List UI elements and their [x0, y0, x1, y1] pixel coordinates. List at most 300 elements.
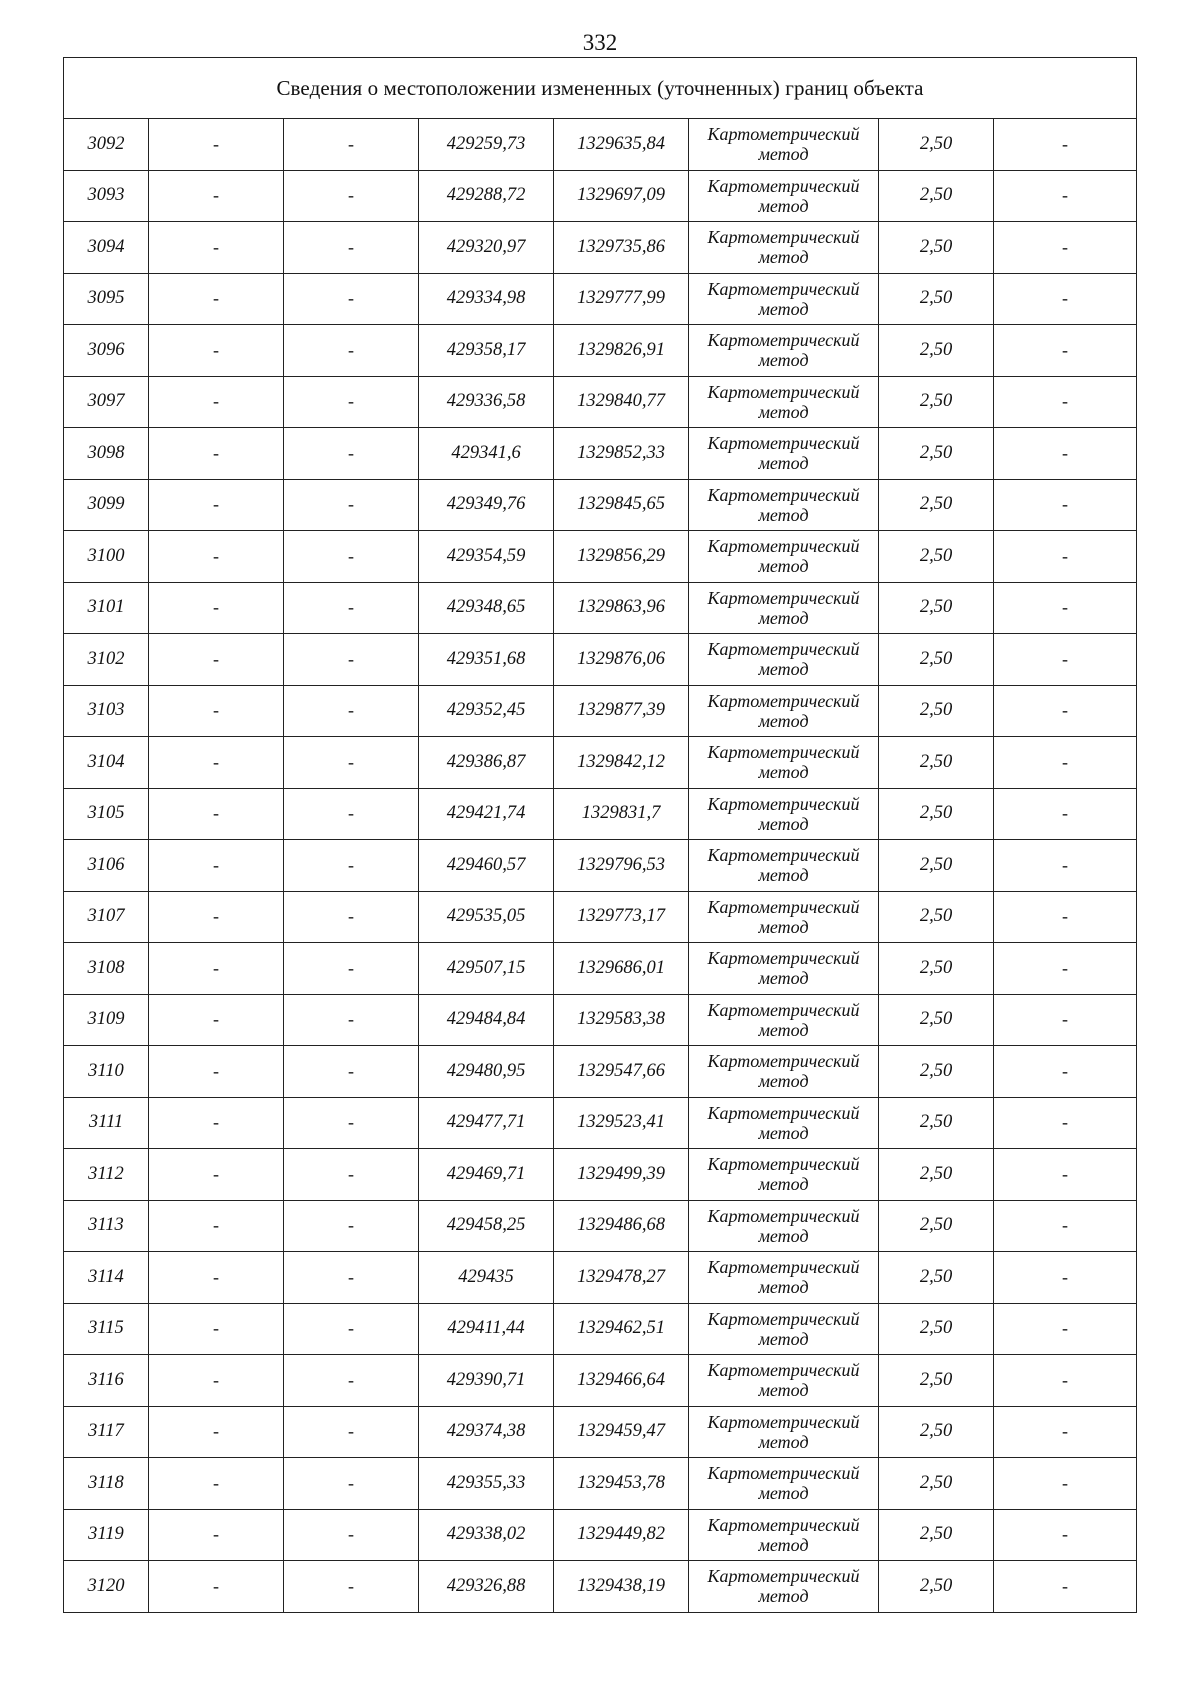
old-y-cell: - — [284, 273, 419, 325]
method-cell — [689, 1458, 879, 1510]
accuracy-cell: 2,50 — [879, 428, 994, 480]
point-number-cell: 3115 — [64, 1303, 149, 1355]
old-y-cell: - — [284, 1355, 419, 1407]
table-row — [64, 1046, 1137, 1098]
old-x-cell: - — [149, 1149, 284, 1201]
description-cell: - — [994, 634, 1137, 686]
accuracy-cell: 2,50 — [879, 1406, 994, 1458]
description-cell: - — [994, 582, 1137, 634]
new-x-cell: 429435 — [419, 1252, 554, 1304]
method-line-1: Картометрический — [707, 433, 860, 454]
point-number-cell: 3106 — [64, 840, 149, 892]
description-cell: - — [994, 325, 1137, 377]
table-row — [64, 1509, 1137, 1561]
point-number-cell: 3102 — [64, 634, 149, 686]
new-x-cell: 429259,73 — [419, 119, 554, 171]
method-line-2: метод — [758, 607, 809, 628]
description-cell: - — [994, 1252, 1137, 1304]
new-y-cell: 1329876,06 — [554, 634, 689, 686]
method-line-2: метод — [758, 556, 809, 577]
table-row — [64, 1303, 1137, 1355]
new-y-cell: 1329466,64 — [554, 1355, 689, 1407]
old-y-cell: - — [284, 1561, 419, 1613]
point-number-cell: 3101 — [64, 582, 149, 634]
new-x-cell: 429458,25 — [419, 1200, 554, 1252]
table-row — [64, 1561, 1137, 1613]
old-x-cell: - — [149, 428, 284, 480]
accuracy-cell: 2,50 — [879, 582, 994, 634]
method-line-1: Картометрический — [707, 1102, 860, 1123]
method-line-1: Картометрический — [707, 1154, 860, 1175]
old-y-cell: - — [284, 428, 419, 480]
method-cell — [689, 325, 879, 377]
old-y-cell: - — [284, 479, 419, 531]
old-x-cell: - — [149, 1509, 284, 1561]
description-cell: - — [994, 1509, 1137, 1561]
old-x-cell: - — [149, 943, 284, 995]
accuracy-cell: 2,50 — [879, 1097, 994, 1149]
description-cell: - — [994, 1458, 1137, 1510]
table-row — [64, 685, 1137, 737]
description-cell: - — [994, 737, 1137, 789]
method-line-2: метод — [758, 762, 809, 783]
new-x-cell: 429341,6 — [419, 428, 554, 480]
new-y-cell: 1329438,19 — [554, 1561, 689, 1613]
point-number-cell: 3109 — [64, 994, 149, 1046]
old-y-cell: - — [284, 119, 419, 171]
old-y-cell: - — [284, 1303, 419, 1355]
old-x-cell: - — [149, 1097, 284, 1149]
new-x-cell: 429349,76 — [419, 479, 554, 531]
table-row — [64, 1252, 1137, 1304]
accuracy-cell: 2,50 — [879, 1200, 994, 1252]
accuracy-cell: 2,50 — [879, 1561, 994, 1613]
accuracy-cell: 2,50 — [879, 634, 994, 686]
old-x-cell: - — [149, 994, 284, 1046]
accuracy-cell: 2,50 — [879, 119, 994, 171]
point-number-cell: 3093 — [64, 170, 149, 222]
table-title: Сведения о местоположении измененных (уточненных) границ объекта — [64, 58, 1137, 119]
point-number-cell: 3105 — [64, 788, 149, 840]
new-x-cell: 429480,95 — [419, 1046, 554, 1098]
table-row — [64, 737, 1137, 789]
new-y-cell: 1329777,99 — [554, 273, 689, 325]
old-x-cell: - — [149, 376, 284, 428]
method-line-2: метод — [758, 401, 809, 422]
method-line-1: Картометрический — [707, 1205, 860, 1226]
new-x-cell: 429326,88 — [419, 1561, 554, 1613]
method-line-2: метод — [758, 1380, 809, 1401]
description-cell: - — [994, 788, 1137, 840]
old-y-cell: - — [284, 1406, 419, 1458]
new-x-cell: 429477,71 — [419, 1097, 554, 1149]
description-cell: - — [994, 943, 1137, 995]
point-number-cell: 3098 — [64, 428, 149, 480]
table-body — [64, 119, 1137, 1613]
old-x-cell: - — [149, 1252, 284, 1304]
description-cell: - — [994, 376, 1137, 428]
method-line-1: Картометрический — [707, 381, 860, 402]
new-y-cell: 1329735,86 — [554, 222, 689, 274]
old-x-cell: - — [149, 634, 284, 686]
method-line-2: метод — [758, 298, 809, 319]
table-row — [64, 376, 1137, 428]
accuracy-cell: 2,50 — [879, 1509, 994, 1561]
old-y-cell: - — [284, 1509, 419, 1561]
method-cell — [689, 1097, 879, 1149]
point-number-cell: 3113 — [64, 1200, 149, 1252]
method-line-2: метод — [758, 968, 809, 989]
accuracy-cell: 2,50 — [879, 531, 994, 583]
new-x-cell: 429355,33 — [419, 1458, 554, 1510]
point-number-cell: 3103 — [64, 685, 149, 737]
accuracy-cell: 2,50 — [879, 788, 994, 840]
old-y-cell: - — [284, 943, 419, 995]
method-line-1: Картометрический — [707, 1308, 860, 1329]
method-line-1: Картометрический — [707, 175, 860, 196]
old-x-cell: - — [149, 840, 284, 892]
method-line-1: Картометрический — [707, 330, 860, 351]
new-y-cell: 1329547,66 — [554, 1046, 689, 1098]
method-cell — [689, 1406, 879, 1458]
point-number-cell: 3107 — [64, 891, 149, 943]
description-cell: - — [994, 994, 1137, 1046]
method-cell — [689, 737, 879, 789]
new-y-cell: 1329499,39 — [554, 1149, 689, 1201]
new-y-cell: 1329635,84 — [554, 119, 689, 171]
table-title-row — [64, 58, 1137, 119]
table-row — [64, 1355, 1137, 1407]
method-cell — [689, 943, 879, 995]
new-y-cell: 1329856,29 — [554, 531, 689, 583]
new-y-cell: 1329453,78 — [554, 1458, 689, 1510]
accuracy-cell: 2,50 — [879, 1458, 994, 1510]
method-cell — [689, 376, 879, 428]
accuracy-cell: 2,50 — [879, 840, 994, 892]
description-cell: - — [994, 1149, 1137, 1201]
method-cell — [689, 1200, 879, 1252]
method-line-1: Картометрический — [707, 278, 860, 299]
new-x-cell: 429320,97 — [419, 222, 554, 274]
method-cell — [689, 891, 879, 943]
accuracy-cell: 2,50 — [879, 1046, 994, 1098]
point-number-cell: 3108 — [64, 943, 149, 995]
old-x-cell: - — [149, 1355, 284, 1407]
new-y-cell: 1329845,65 — [554, 479, 689, 531]
method-line-2: метод — [758, 195, 809, 216]
method-line-2: метод — [758, 504, 809, 525]
table-row — [64, 273, 1137, 325]
old-y-cell: - — [284, 1200, 419, 1252]
table-row — [64, 479, 1137, 531]
accuracy-cell: 2,50 — [879, 1252, 994, 1304]
old-y-cell: - — [284, 994, 419, 1046]
accuracy-cell: 2,50 — [879, 273, 994, 325]
new-x-cell: 429354,59 — [419, 531, 554, 583]
table-row — [64, 891, 1137, 943]
new-x-cell: 429336,58 — [419, 376, 554, 428]
description-cell: - — [994, 273, 1137, 325]
accuracy-cell: 2,50 — [879, 170, 994, 222]
description-cell: - — [994, 1355, 1137, 1407]
old-x-cell: - — [149, 1406, 284, 1458]
old-x-cell: - — [149, 685, 284, 737]
accuracy-cell: 2,50 — [879, 737, 994, 789]
accuracy-cell: 2,50 — [879, 1355, 994, 1407]
method-cell — [689, 634, 879, 686]
method-line-2: метод — [758, 1225, 809, 1246]
table-row — [64, 1406, 1137, 1458]
method-line-1: Картометрический — [707, 1463, 860, 1484]
method-line-1: Картометрический — [707, 742, 860, 763]
description-cell: - — [994, 891, 1137, 943]
new-y-cell: 1329583,38 — [554, 994, 689, 1046]
old-x-cell: - — [149, 582, 284, 634]
method-line-1: Картометрический — [707, 124, 860, 145]
method-line-1: Картометрический — [707, 536, 860, 557]
accuracy-cell: 2,50 — [879, 479, 994, 531]
method-cell — [689, 479, 879, 531]
method-line-1: Картометрический — [707, 227, 860, 248]
old-y-cell: - — [284, 737, 419, 789]
table-row — [64, 788, 1137, 840]
new-x-cell: 429358,17 — [419, 325, 554, 377]
table-row — [64, 634, 1137, 686]
accuracy-cell: 2,50 — [879, 1149, 994, 1201]
method-line-1: Картометрический — [707, 948, 860, 969]
old-x-cell: - — [149, 222, 284, 274]
old-y-cell: - — [284, 376, 419, 428]
new-y-cell: 1329796,53 — [554, 840, 689, 892]
point-number-cell: 3116 — [64, 1355, 149, 1407]
old-y-cell: - — [284, 788, 419, 840]
old-x-cell: - — [149, 119, 284, 171]
method-cell — [689, 1355, 879, 1407]
method-line-1: Картометрический — [707, 1566, 860, 1587]
new-y-cell: 1329840,77 — [554, 376, 689, 428]
new-y-cell: 1329826,91 — [554, 325, 689, 377]
old-y-cell: - — [284, 1097, 419, 1149]
new-y-cell: 1329486,68 — [554, 1200, 689, 1252]
old-x-cell: - — [149, 1046, 284, 1098]
method-line-2: метод — [758, 350, 809, 371]
new-y-cell: 1329523,41 — [554, 1097, 689, 1149]
accuracy-cell: 2,50 — [879, 222, 994, 274]
method-line-1: Картометрический — [707, 1411, 860, 1432]
accuracy-cell: 2,50 — [879, 1303, 994, 1355]
method-cell — [689, 119, 879, 171]
new-x-cell: 429469,71 — [419, 1149, 554, 1201]
method-cell — [689, 1046, 879, 1098]
point-number-cell: 3118 — [64, 1458, 149, 1510]
method-line-2: метод — [758, 453, 809, 474]
new-x-cell: 429535,05 — [419, 891, 554, 943]
method-line-1: Картометрический — [707, 690, 860, 711]
new-y-cell: 1329686,01 — [554, 943, 689, 995]
old-y-cell: - — [284, 840, 419, 892]
description-cell: - — [994, 1200, 1137, 1252]
table-row — [64, 582, 1137, 634]
description-cell: - — [994, 1303, 1137, 1355]
accuracy-cell: 2,50 — [879, 994, 994, 1046]
old-x-cell: - — [149, 1561, 284, 1613]
new-y-cell: 1329863,96 — [554, 582, 689, 634]
point-number-cell: 3104 — [64, 737, 149, 789]
point-number-cell: 3114 — [64, 1252, 149, 1304]
old-y-cell: - — [284, 1149, 419, 1201]
method-line-2: метод — [758, 1122, 809, 1143]
new-y-cell: 1329773,17 — [554, 891, 689, 943]
old-x-cell: - — [149, 737, 284, 789]
method-line-2: метод — [758, 1019, 809, 1040]
new-x-cell: 429334,98 — [419, 273, 554, 325]
method-line-2: метод — [758, 1586, 809, 1607]
new-x-cell: 429374,38 — [419, 1406, 554, 1458]
old-y-cell: - — [284, 325, 419, 377]
new-x-cell: 429484,84 — [419, 994, 554, 1046]
new-y-cell: 1329842,12 — [554, 737, 689, 789]
old-y-cell: - — [284, 1252, 419, 1304]
method-line-1: Картометрический — [707, 896, 860, 917]
old-x-cell: - — [149, 531, 284, 583]
method-line-2: метод — [758, 1277, 809, 1298]
description-cell: - — [994, 1406, 1137, 1458]
old-y-cell: - — [284, 582, 419, 634]
method-cell — [689, 1561, 879, 1613]
table-row — [64, 994, 1137, 1046]
description-cell: - — [994, 531, 1137, 583]
method-line-1: Картометрический — [707, 999, 860, 1020]
old-y-cell: - — [284, 222, 419, 274]
method-cell — [689, 994, 879, 1046]
new-x-cell: 429338,02 — [419, 1509, 554, 1561]
new-x-cell: 429411,44 — [419, 1303, 554, 1355]
method-line-2: метод — [758, 144, 809, 165]
description-cell: - — [994, 685, 1137, 737]
table-row — [64, 1149, 1137, 1201]
point-number-cell: 3120 — [64, 1561, 149, 1613]
description-cell: - — [994, 1097, 1137, 1149]
boundary-points-table — [63, 57, 1137, 1613]
method-line-2: метод — [758, 1328, 809, 1349]
old-x-cell: - — [149, 479, 284, 531]
method-line-1: Картометрический — [707, 484, 860, 505]
method-line-2: метод — [758, 247, 809, 268]
old-y-cell: - — [284, 170, 419, 222]
new-x-cell: 429351,68 — [419, 634, 554, 686]
method-cell — [689, 531, 879, 583]
point-number-cell: 3097 — [64, 376, 149, 428]
method-cell — [689, 428, 879, 480]
method-cell — [689, 1252, 879, 1304]
method-line-1: Картометрический — [707, 1514, 860, 1535]
description-cell: - — [994, 222, 1137, 274]
method-line-1: Картометрический — [707, 1360, 860, 1381]
table-row — [64, 840, 1137, 892]
description-cell: - — [994, 170, 1137, 222]
old-y-cell: - — [284, 634, 419, 686]
method-cell — [689, 1509, 879, 1561]
old-x-cell: - — [149, 170, 284, 222]
method-cell — [689, 685, 879, 737]
table-row — [64, 170, 1137, 222]
table-row — [64, 531, 1137, 583]
method-line-1: Картометрический — [707, 793, 860, 814]
old-x-cell: - — [149, 891, 284, 943]
old-y-cell: - — [284, 891, 419, 943]
new-y-cell: 1329877,39 — [554, 685, 689, 737]
description-cell: - — [994, 479, 1137, 531]
old-x-cell: - — [149, 788, 284, 840]
method-cell — [689, 170, 879, 222]
point-number-cell: 3110 — [64, 1046, 149, 1098]
table-row — [64, 222, 1137, 274]
accuracy-cell: 2,50 — [879, 891, 994, 943]
point-number-cell: 3117 — [64, 1406, 149, 1458]
method-line-2: метод — [758, 916, 809, 937]
table-row — [64, 325, 1137, 377]
method-line-2: метод — [758, 710, 809, 731]
old-y-cell: - — [284, 1046, 419, 1098]
method-cell — [689, 582, 879, 634]
description-cell: - — [994, 119, 1137, 171]
new-x-cell: 429352,45 — [419, 685, 554, 737]
new-y-cell: 1329697,09 — [554, 170, 689, 222]
new-x-cell: 429390,71 — [419, 1355, 554, 1407]
method-line-2: метод — [758, 659, 809, 680]
method-cell — [689, 1303, 879, 1355]
point-number-cell: 3100 — [64, 531, 149, 583]
point-number-cell: 3096 — [64, 325, 149, 377]
table-row — [64, 1097, 1137, 1149]
method-line-1: Картометрический — [707, 1257, 860, 1278]
accuracy-cell: 2,50 — [879, 376, 994, 428]
new-y-cell: 1329478,27 — [554, 1252, 689, 1304]
new-y-cell: 1329459,47 — [554, 1406, 689, 1458]
new-x-cell: 429421,74 — [419, 788, 554, 840]
method-line-2: метод — [758, 1483, 809, 1504]
description-cell: - — [994, 1046, 1137, 1098]
old-x-cell: - — [149, 1200, 284, 1252]
new-y-cell: 1329462,51 — [554, 1303, 689, 1355]
method-line-2: метод — [758, 1431, 809, 1452]
old-y-cell: - — [284, 685, 419, 737]
new-x-cell: 429460,57 — [419, 840, 554, 892]
boundary-table-container — [63, 57, 1136, 1613]
method-line-2: метод — [758, 1174, 809, 1195]
method-cell — [689, 222, 879, 274]
accuracy-cell: 2,50 — [879, 943, 994, 995]
description-cell: - — [994, 428, 1137, 480]
method-line-1: Картометрический — [707, 845, 860, 866]
method-cell — [689, 1149, 879, 1201]
new-y-cell: 1329449,82 — [554, 1509, 689, 1561]
method-line-1: Картометрический — [707, 639, 860, 660]
point-number-cell: 3094 — [64, 222, 149, 274]
point-number-cell: 3092 — [64, 119, 149, 171]
method-line-1: Картометрический — [707, 587, 860, 608]
description-cell: - — [994, 1561, 1137, 1613]
point-number-cell: 3095 — [64, 273, 149, 325]
old-x-cell: - — [149, 273, 284, 325]
method-line-2: метод — [758, 1534, 809, 1555]
old-x-cell: - — [149, 1303, 284, 1355]
point-number-cell: 3111 — [64, 1097, 149, 1149]
new-x-cell: 429288,72 — [419, 170, 554, 222]
table-row — [64, 428, 1137, 480]
method-line-2: метод — [758, 1071, 809, 1092]
new-x-cell: 429507,15 — [419, 943, 554, 995]
